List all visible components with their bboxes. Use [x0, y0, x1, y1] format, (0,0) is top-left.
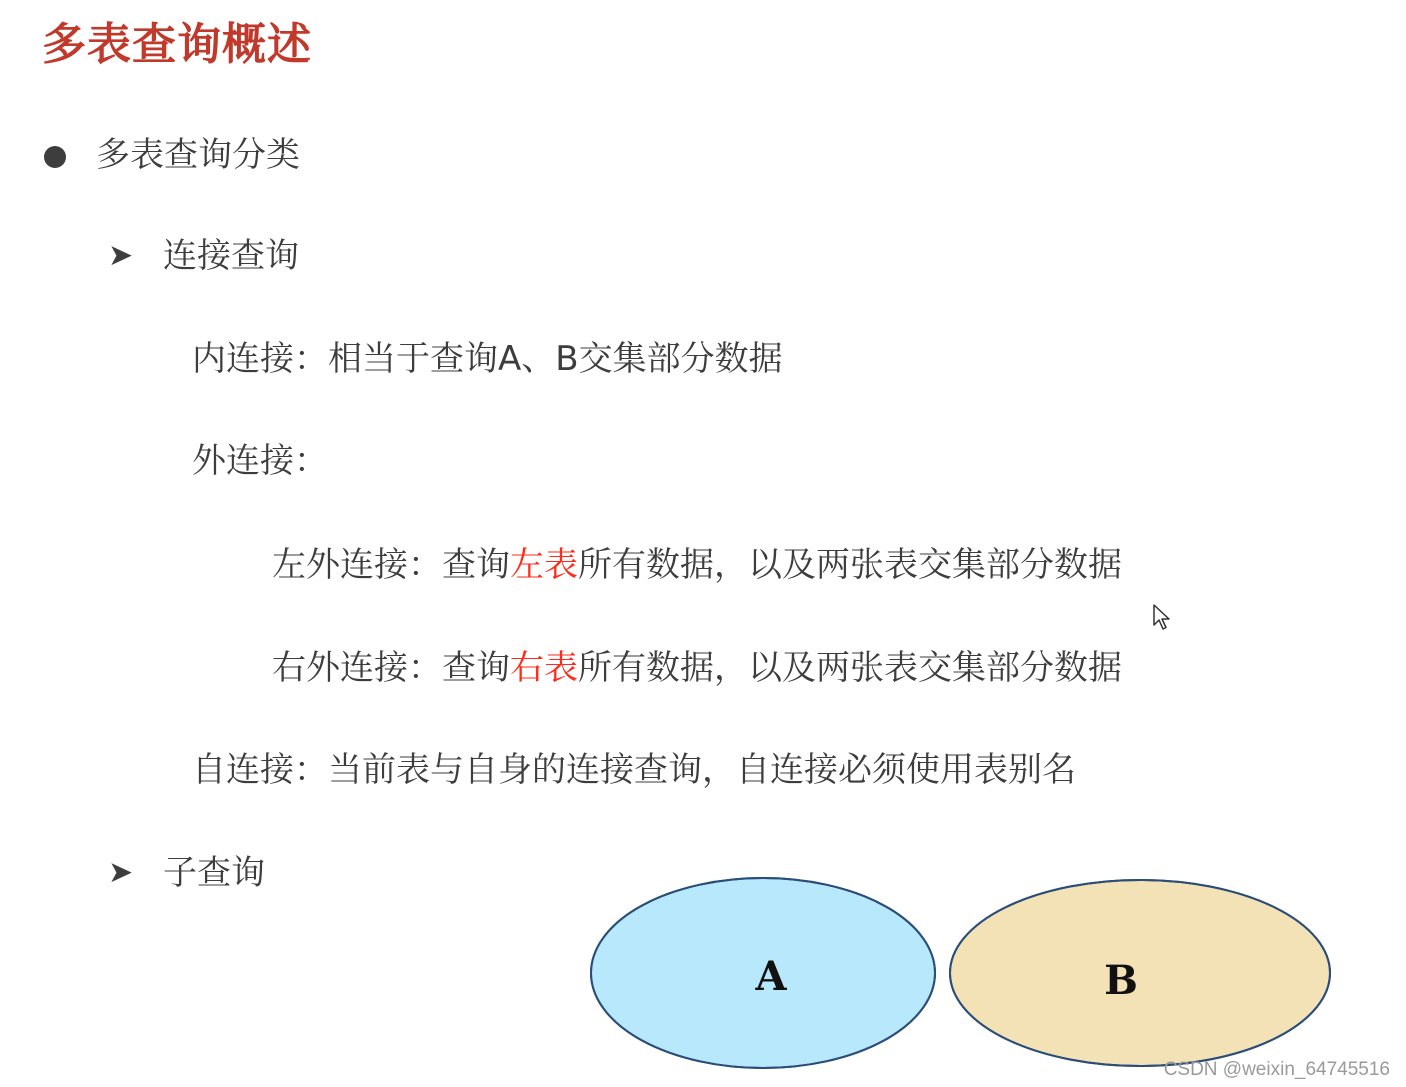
bullet-dot-icon: [44, 146, 66, 168]
watermark: CSDN @weixin_64745516: [1163, 1059, 1390, 1080]
subquery-label: 子查询: [163, 853, 265, 893]
venn-label-a: A: [755, 953, 787, 1000]
arrow-bullet-icon: ➤: [108, 238, 134, 273]
left-join-text: [272, 545, 1122, 586]
right-table-highlight: 右表: [510, 648, 578, 688]
left-join-prefix: 左外连接：查询: [272, 545, 510, 585]
venn-circle-b: [950, 880, 1330, 1066]
left-join-suffix: 所有数据，以及两张表交集部分数据: [578, 545, 1122, 585]
self-join-text: 自连接：当前表与自身的连接查询，自连接必须使用表别名: [192, 750, 1076, 790]
slide-title: 多表查询概述: [42, 19, 312, 70]
mouse-pointer-icon: [1150, 603, 1174, 633]
right-join-suffix: 所有数据，以及两张表交集部分数据: [578, 648, 1122, 688]
arrow-bullet-icon: ➤: [108, 855, 134, 890]
venn-label-b: B: [1104, 957, 1138, 1004]
right-join-prefix: 右外连接：查询: [272, 648, 510, 688]
left-table-highlight: 左表: [510, 545, 578, 585]
inner-join-text: 内连接：相当于查询A、B交集部分数据: [192, 339, 783, 379]
join-query-label: 连接查询: [163, 236, 299, 276]
outer-join-text: 外连接：: [192, 441, 328, 481]
right-join-text: [272, 648, 1122, 689]
level1-label: 多表查询分类: [96, 135, 300, 175]
venn-diagram: [585, 870, 1340, 1075]
